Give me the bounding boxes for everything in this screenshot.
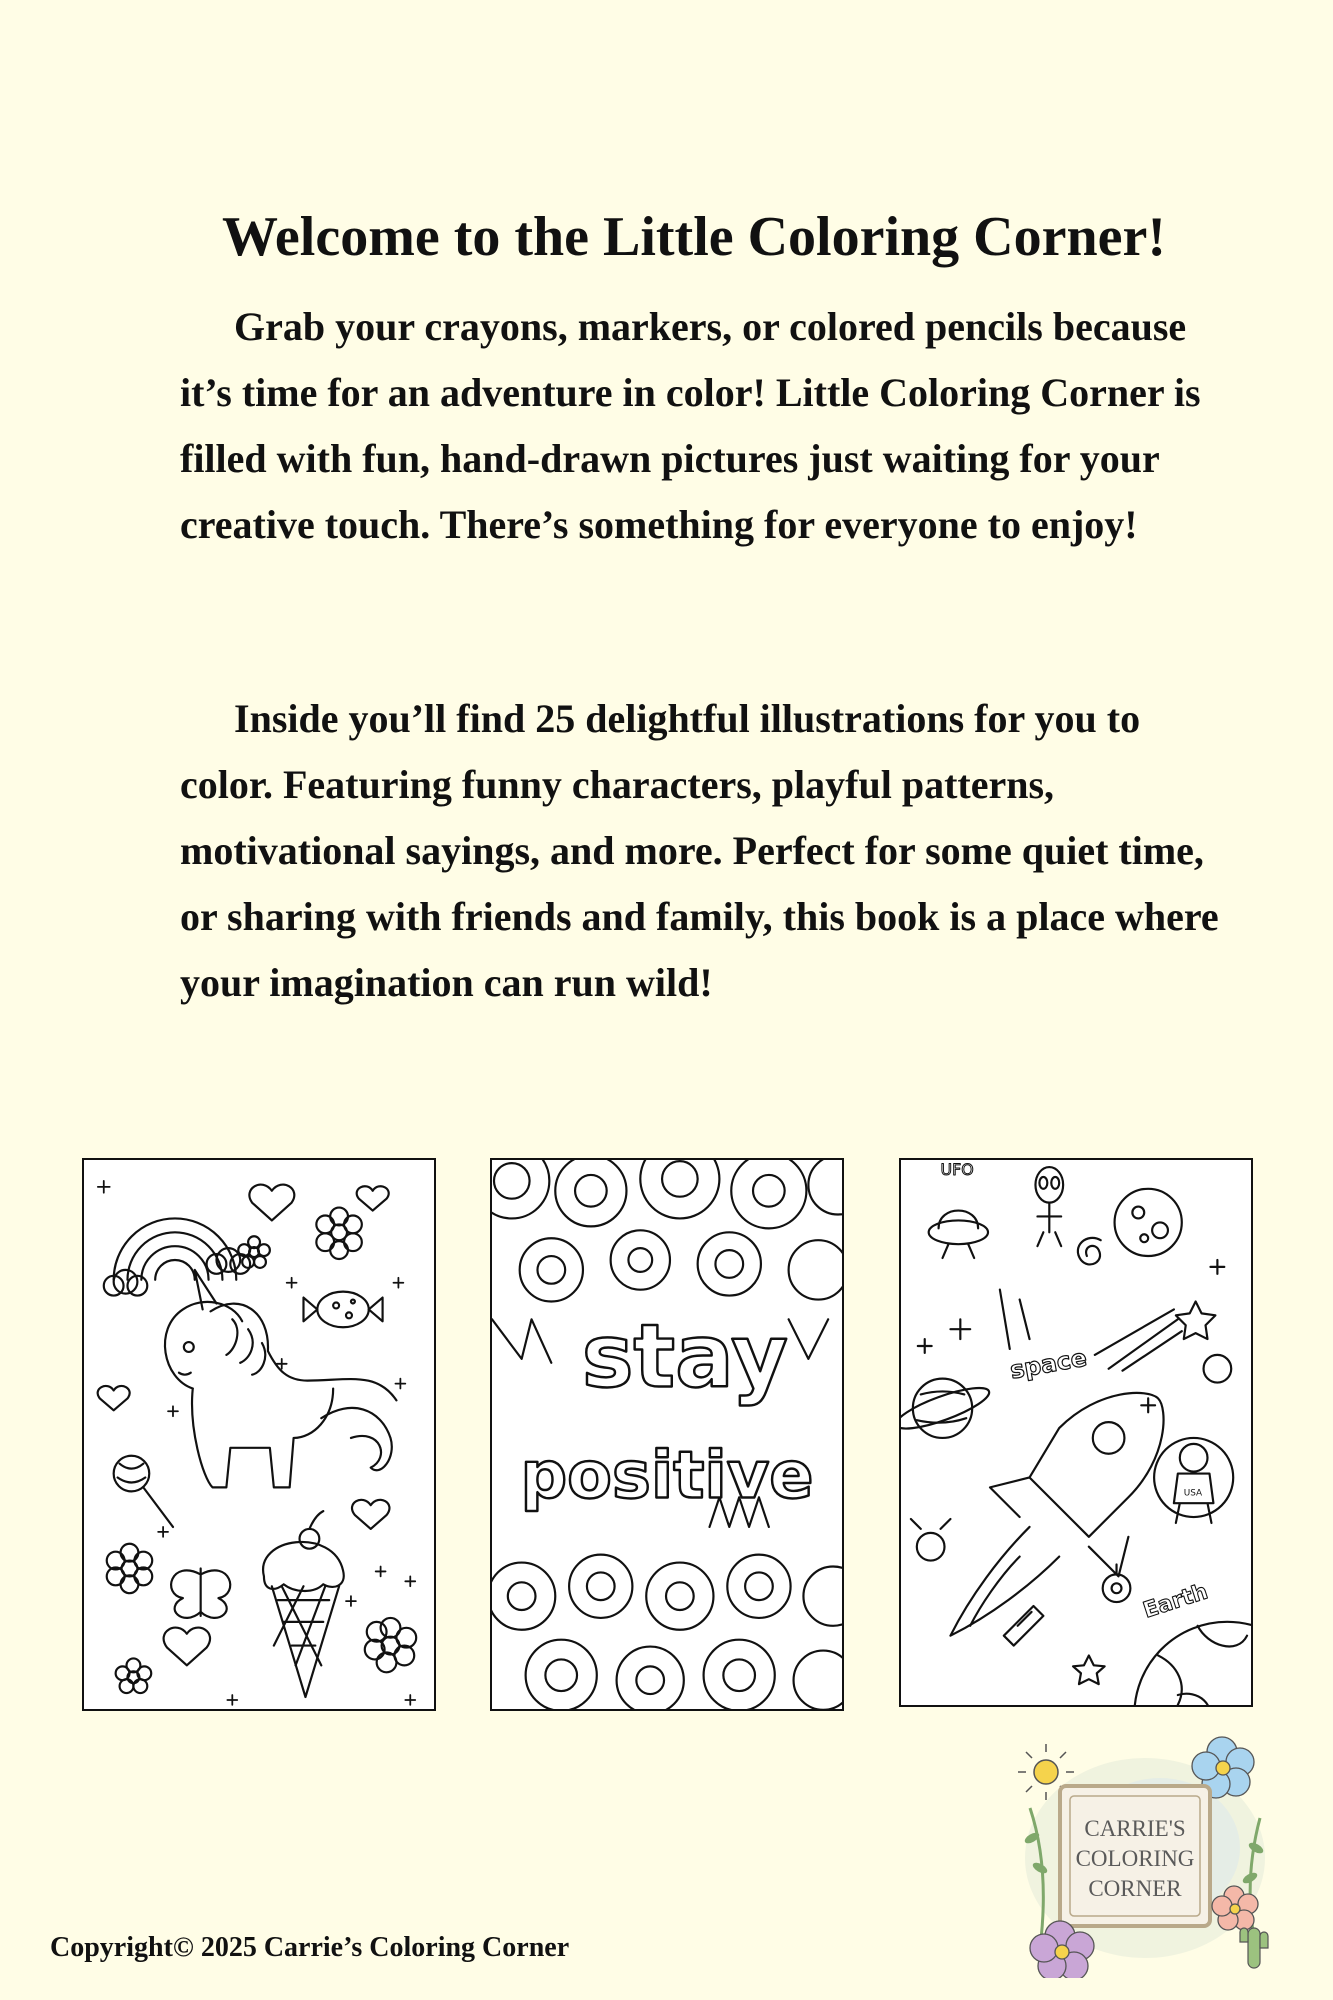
ufo-icon bbox=[929, 1211, 988, 1258]
carries-coloring-corner-logo bbox=[1010, 1728, 1280, 1978]
flower-icon bbox=[365, 1618, 416, 1672]
spiral-galaxy-icon bbox=[1078, 1238, 1101, 1265]
flower-icon bbox=[107, 1544, 152, 1593]
space-label: space bbox=[1007, 1343, 1089, 1385]
ice-cream-icon bbox=[263, 1511, 344, 1697]
copyright-notice: Copyright© 2025 Carrie’s Coloring Corner bbox=[50, 1932, 570, 1963]
earth-icon bbox=[1134, 1622, 1251, 1705]
unicorn-preview-image bbox=[82, 1158, 436, 1711]
heart-icon bbox=[249, 1185, 294, 1221]
candy-icon bbox=[303, 1292, 382, 1328]
flower-pattern-bottom bbox=[492, 1497, 842, 1709]
stay-positive-preview-image bbox=[490, 1158, 844, 1711]
page-title: Welcome to the Little Coloring Corner! bbox=[222, 206, 1166, 268]
heart-icon bbox=[357, 1186, 389, 1210]
logo-line-2: COLORING bbox=[1075, 1846, 1195, 1871]
heart-icon bbox=[164, 1628, 210, 1666]
star-icon bbox=[918, 1260, 1224, 1684]
alien-icon bbox=[1035, 1167, 1063, 1246]
earth-label: Earth bbox=[1140, 1579, 1211, 1624]
logo-line-3: CORNER bbox=[1088, 1876, 1182, 1901]
contents-paragraph: Inside you’ll find 25 delightful illustrations for you to color. Featuring funny characters, playful patterns, motivational sayings, and more. Perfect for some quiet time, or sharing with friends and family, this book is a place where your imagination can run wild! bbox=[180, 696, 1219, 1005]
heart-icon bbox=[98, 1386, 130, 1410]
small-planet-icon bbox=[1204, 1355, 1232, 1383]
heart-icon bbox=[352, 1500, 389, 1529]
flower-icon bbox=[238, 1236, 270, 1268]
planet-icon bbox=[901, 1379, 993, 1438]
space-preview-image bbox=[899, 1158, 1253, 1707]
rainbow-icon bbox=[104, 1218, 250, 1295]
stay-text: stay bbox=[581, 1305, 788, 1408]
ufo-label: UFO bbox=[940, 1160, 974, 1179]
flower-icon bbox=[116, 1658, 152, 1693]
logo-line-1: CARRIE'S bbox=[1084, 1816, 1186, 1841]
unicorn-icon bbox=[165, 1270, 396, 1488]
intro-paragraph: Grab your crayons, markers, or colored pencils because it’s time for an adventure in color! Little Coloring Corner is filled with fun, hand-drawn pictures just waiting for your creative touch. There’s something for everyone to enjoy! bbox=[180, 304, 1201, 547]
rocket-icon bbox=[950, 1393, 1163, 1636]
cactus-icon bbox=[1240, 1928, 1268, 1968]
positive-text: positive bbox=[520, 1437, 814, 1514]
moon-icon bbox=[1115, 1189, 1182, 1256]
flower-icon bbox=[316, 1208, 361, 1259]
butterfly-icon bbox=[171, 1568, 230, 1617]
comet-icon bbox=[1095, 1301, 1216, 1370]
astronaut-icon bbox=[1154, 1438, 1233, 1523]
robot-alien-icon bbox=[1103, 1564, 1131, 1602]
lollipop-icon bbox=[114, 1456, 173, 1527]
satellite-icon bbox=[911, 1519, 1043, 1646]
usa-label: USA bbox=[1183, 1488, 1203, 1499]
